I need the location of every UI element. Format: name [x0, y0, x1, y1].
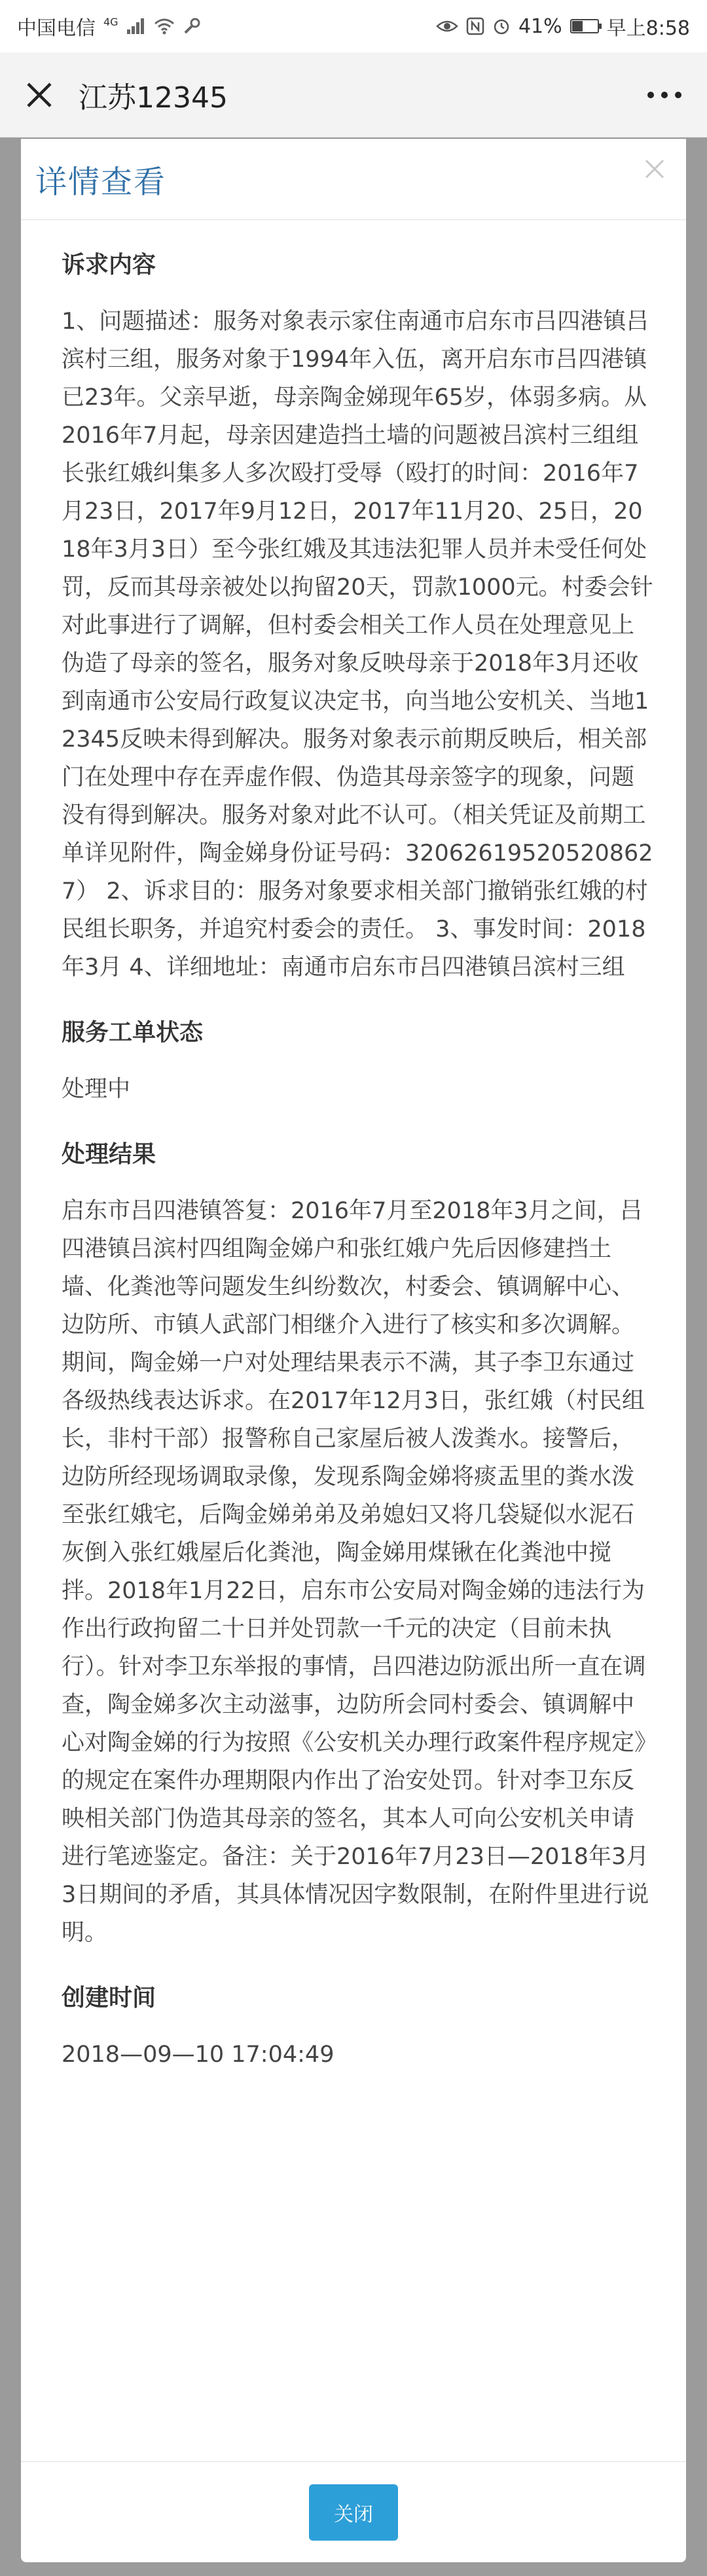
- nfc-icon: [466, 17, 484, 35]
- result-text: 启东市吕四港镇答复：2016年7月至2018年3月之间，吕四港镇吕滨村四组陶金娣户和张红娥户先后因修建挡土墙、化粪池等问题发生纠纷数次，村委会、镇调解中心、边防所、市镇人武部门相继介入进行了核实和多次调解。期间，陶金娣一户对处理结果表示不满，其子李卫东通过各级热线表达诉求。在2017年12月3日，张红娥（村民组长，非村干部）报警称自己家屋后被人泼粪水。接警后，边防所经现场调取录像，发现系陶金娣将痰盂里的粪水泼至张红娥宅，后陶金娣弟弟及弟媳妇又将几袋疑似水泥石灰倒入张红娥屋后化粪池，陶金娣用煤锹在化粪池中搅拌。2018年1月22日，启东市公安局对陶金娣的违法行为作出行政拘留二十日并处罚款一千元的决定（目前未执行）。针对李卫东举报的事情，吕四港边防派出所一直在调查，陶金娣多次主动滋事，边防所会同村委会、镇调解中心对陶金娣的行为按照《公安机关办理行政案件程序规定》的规定在案件办理期限内作出了治安处罚。针对李卫东反映相关部门伪造其母亲的签名，其本人可向公安机关申请进行笔迹鉴定。备注：关于2016年7月23日—2018年3月3日期间的矛盾，其具体情况因字数限制，在附件里进行说明。: [62, 1198, 649, 1946]
- app-title: 江苏12345: [79, 81, 228, 115]
- spacer: [62, 1952, 653, 1979]
- battery-icon: [570, 19, 599, 33]
- status-right: [436, 12, 690, 41]
- close-icon[interactable]: [20, 75, 59, 115]
- created-value: 2018—09—10 17:04:49: [62, 2042, 335, 2068]
- spacer: [62, 1108, 653, 1136]
- created-heading: 创建时间: [62, 1985, 156, 2011]
- result-heading: 处理结果: [62, 1141, 156, 1168]
- eye-icon: [436, 18, 458, 34]
- carrier-label: 中国电信: [17, 17, 96, 40]
- status-heading: 服务工单状态: [62, 1019, 204, 1046]
- status-value: 处理中: [62, 1076, 131, 1102]
- battery-level: [572, 21, 583, 31]
- more-icon[interactable]: [642, 75, 687, 115]
- dialog-body: [62, 246, 653, 2074]
- app-bar: [0, 52, 707, 138]
- spacer: [62, 284, 653, 303]
- spacer: [62, 1174, 653, 1192]
- status-bar: [0, 0, 707, 52]
- dialog-header: [21, 139, 686, 220]
- wrench-icon: [183, 17, 201, 35]
- alarm-icon: [492, 17, 511, 35]
- network-label: 4G: [103, 15, 118, 28]
- wifi-icon: [154, 18, 175, 35]
- battery-percent: 41%: [518, 14, 562, 38]
- signal-icon: [126, 18, 146, 35]
- complaint-heading: 诉求内容: [62, 252, 156, 278]
- dialog-close-icon[interactable]: [636, 151, 673, 187]
- complaint-text: 1、问题描述：服务对象表示家住南通市启东市吕四港镇吕滨村三组，服务对象于1994年入伍，离开启东市吕四港镇已23年。父亲早逝，母亲陶金娣现年65岁，体弱多病。从2016年7月起，母亲因建造挡土墙的问题被吕滨村三组组长张红娥纠集多人多次殴打受辱（殴打的时间：2016年7月23日，2017年9月12日，2017年11月20、25日，2018年3月3日）至今张红娥及其违法犯罪人员并未受任何处罚，反而其母亲被处以拘留20天，罚款1000元。村委会针对此事进行了调解，但村委会相关工作人员在处理意见上伪造了母亲的签名，服务对象反映母亲于2018年3月还收到南通市公安局行政复议决定书，向当地公安机关、当地12345反映未得到解决。服务对象表示前期反映后，相关部门在处理中存在弄虚作假、伪造其母亲签字的现象，问题没有得到解决。服务对象对此不认可。（相关凭证及前期工单详见附件，陶金娣身份证号码：320626195205208627） 2、诉求目的：服务对象要求相关部门撤销张红娥的村民组长职务，并追究村委会的责任。 3、事发时间：2018年3月 4、详细地址：南通市启东市吕四港镇吕滨村三组: [62, 308, 653, 980]
- status-left: [17, 12, 201, 41]
- clock: 早上8:58: [606, 17, 690, 40]
- spacer: [62, 986, 653, 1014]
- spacer: [62, 2017, 653, 2036]
- dialog-footer: [21, 2461, 686, 2563]
- spacer: [62, 1052, 653, 1070]
- dialog-title: 详情查看: [35, 164, 167, 200]
- detail-dialog: [21, 139, 686, 2562]
- close-button[interactable]: 关闭: [309, 2484, 398, 2541]
